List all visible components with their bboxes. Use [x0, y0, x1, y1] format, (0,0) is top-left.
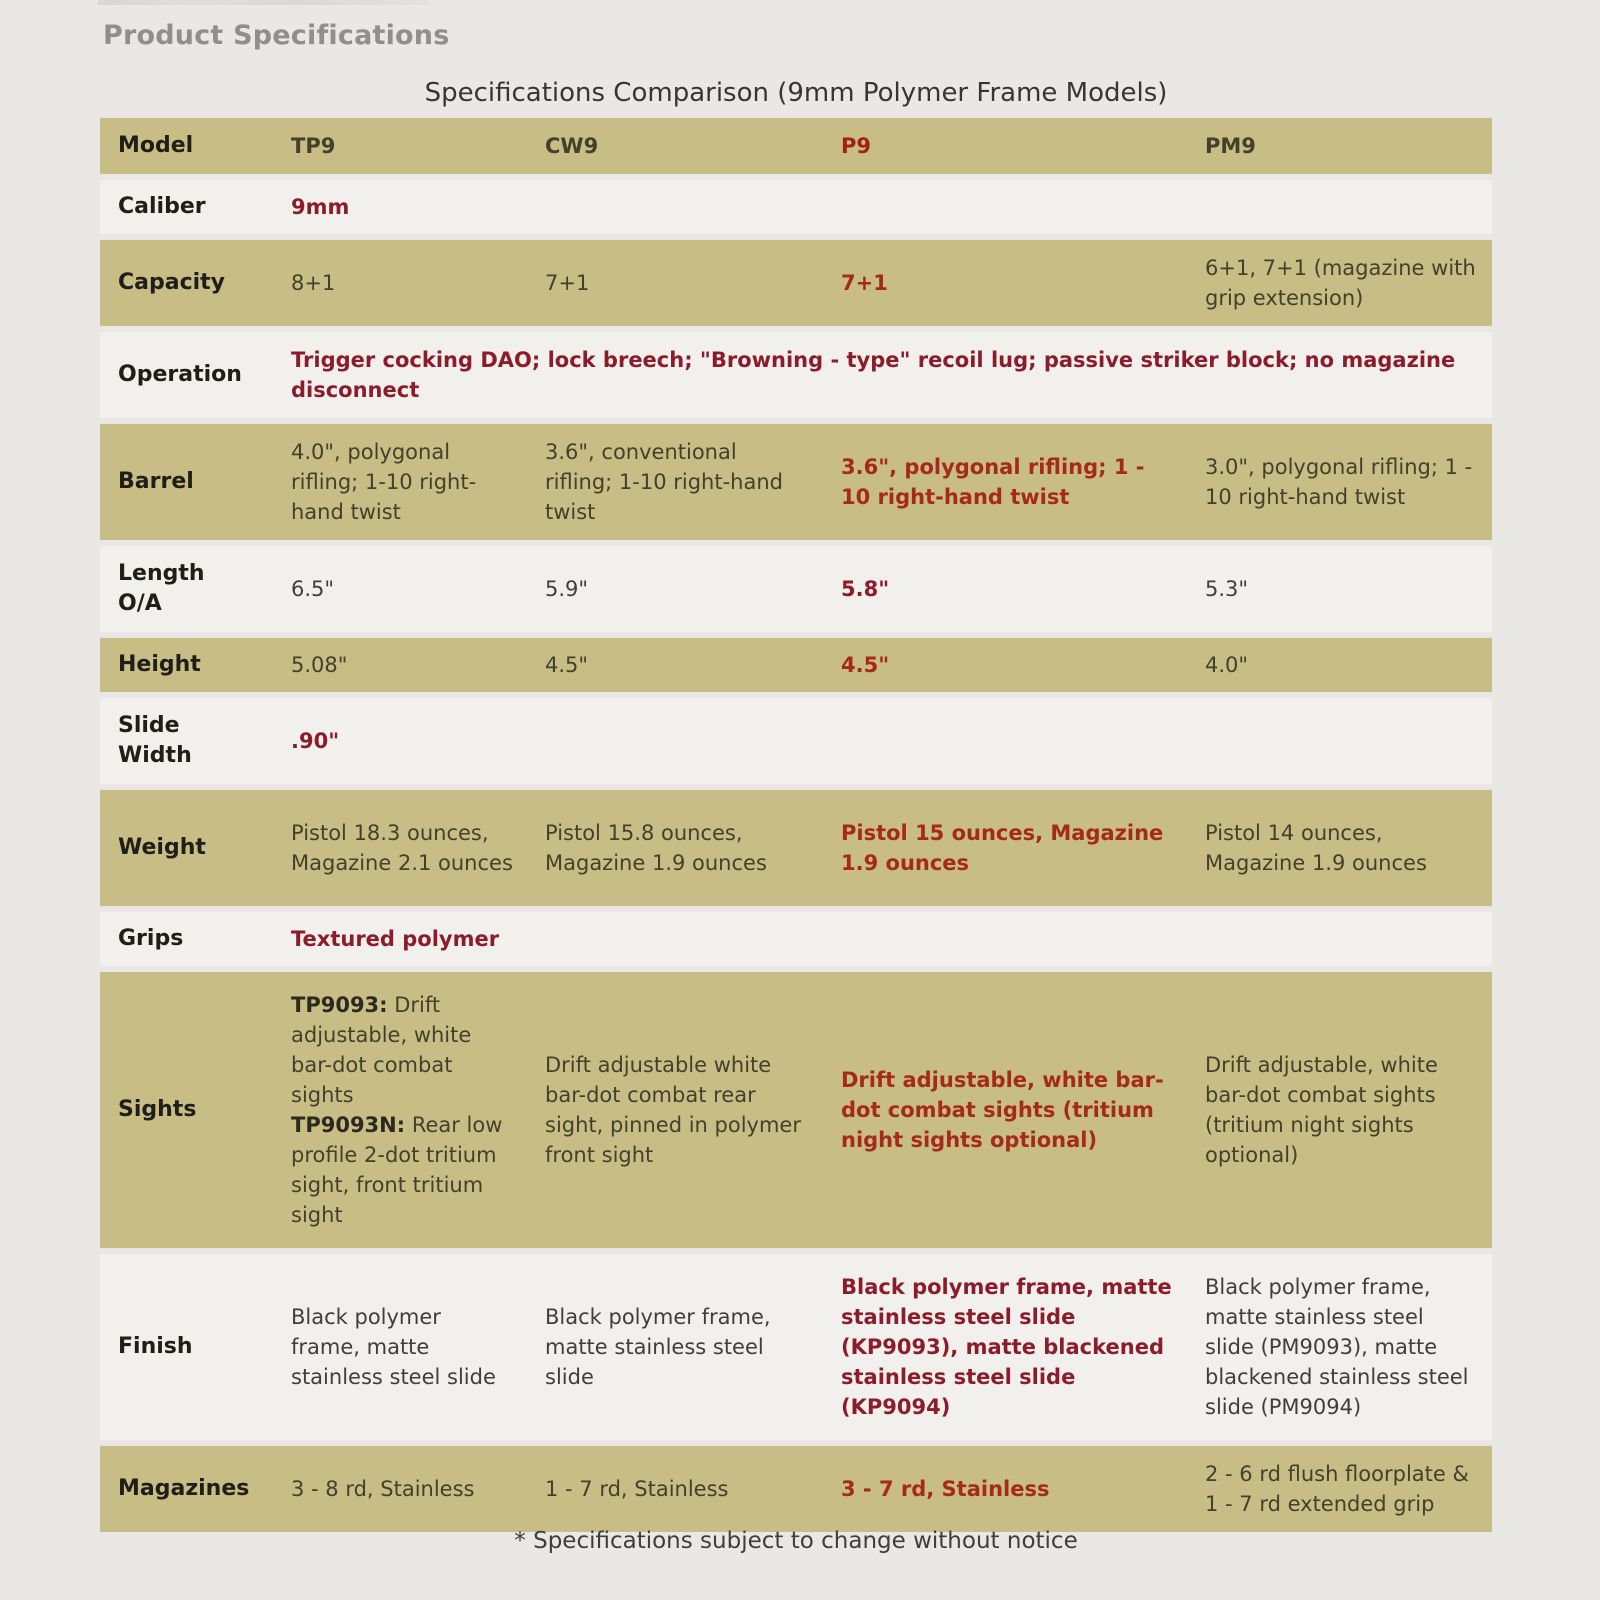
spec-row-finish — [100, 1254, 1492, 1440]
row-label: Capacity — [100, 240, 273, 326]
spec-row-grips — [100, 912, 1492, 966]
spec-text: Rear low profile 2-dot tritium sight, front tritium sight — [291, 1113, 503, 1227]
spec-cell: Pistol 18.3 ounces, Magazine 2.1 ounces — [273, 790, 527, 906]
spec-row-barrel — [100, 424, 1492, 540]
spec-cell: 4.5" — [823, 638, 1187, 692]
spec-cell: 7+1 — [527, 240, 823, 326]
row-label: Magazines — [100, 1446, 273, 1532]
spec-cell: Pistol 14 ounces, Magazine 1.9 ounces — [1187, 790, 1492, 906]
model-number-label: TP9093N: — [291, 1113, 406, 1137]
spec-cell: Black polymer frame, matte stainless steel slide (PM9093), matte blackened stainless steel slide (PM9094) — [1187, 1254, 1492, 1440]
spec-text: Drift adjustable, white bar-dot combat sights — [291, 993, 472, 1107]
row-label: Caliber — [100, 180, 273, 234]
spec-cell: 5.08" — [273, 638, 527, 692]
spec-cell: 6+1, 7+1 (magazine with grip extension) — [1187, 240, 1492, 326]
spec-cell: CW9 — [527, 118, 823, 174]
spec-cell: 5.9" — [527, 546, 823, 632]
table-title: Specifications Comparison (9mm Polymer Frame Models) — [424, 78, 1168, 108]
row-label: Length O/A — [100, 546, 273, 632]
row-label: Barrel — [100, 424, 273, 540]
spec-cell: P9 — [823, 118, 1187, 174]
spec-cell: Black polymer frame, matte stainless steel slide — [527, 1254, 823, 1440]
spec-row-capacity — [100, 240, 1492, 326]
row-label: Model — [100, 118, 273, 174]
spec-row-slide-width — [100, 698, 1492, 784]
spec-cell: 5.3" — [1187, 546, 1492, 632]
spec-cell: Black polymer frame, matte stainless steel slide — [273, 1254, 527, 1440]
spec-cell — [273, 972, 527, 1248]
spec-row-height — [100, 638, 1492, 692]
spec-cell: Textured polymer — [273, 912, 1492, 966]
row-label: Height — [100, 638, 273, 692]
spec-cell: Drift adjustable white bar-dot combat rear sight, pinned in polymer front sight — [527, 972, 823, 1248]
spec-cell: 3.0", polygonal rifling; 1 - 10 right-hand twist — [1187, 424, 1492, 540]
spec-row-weight — [100, 790, 1492, 906]
spec-table-body — [100, 118, 1492, 1532]
spec-cell: 8+1 — [273, 240, 527, 326]
model-number-label: TP9093: — [291, 993, 388, 1017]
spec-cell: Drift adjustable, white bar-dot combat sights (tritium night sights optional) — [823, 972, 1187, 1248]
spec-cell: 2 - 6 rd flush floorplate & 1 - 7 rd extended grip — [1187, 1446, 1492, 1532]
spec-cell: 3.6", conventional rifling; 1-10 right-hand twist — [527, 424, 823, 540]
spec-cell: 4.5" — [527, 638, 823, 692]
spec-cell: 4.0" — [1187, 638, 1492, 692]
cropped-edge-artifact — [98, 0, 428, 5]
spec-cell: Trigger cocking DAO; lock breech; "Browning - type" recoil lug; passive striker block; no magazine disconnect — [273, 332, 1492, 418]
spec-cell: Pistol 15 ounces, Magazine 1.9 ounces — [823, 790, 1187, 906]
spec-cell: 7+1 — [823, 240, 1187, 326]
spec-cell: Black polymer frame, matte stainless steel slide (KP9093), matte blackened stainless steel slide (KP9094) — [823, 1254, 1187, 1440]
spec-cell: 3 - 7 rd, Stainless — [823, 1446, 1187, 1532]
spec-row-magazines — [100, 1446, 1492, 1532]
spec-cell: 6.5" — [273, 546, 527, 632]
spec-cell: Pistol 15.8 ounces, Magazine 1.9 ounces — [527, 790, 823, 906]
spec-cell: .90" — [273, 698, 1492, 784]
spec-cell: 9mm — [273, 180, 1492, 234]
spec-cell: 4.0", polygonal rifling; 1-10 right-hand twist — [273, 424, 527, 540]
row-label: Weight — [100, 790, 273, 906]
section-heading: Product Specifications — [103, 20, 450, 51]
spec-row-caliber — [100, 180, 1492, 234]
spec-row-sights — [100, 972, 1492, 1248]
row-label: Finish — [100, 1254, 273, 1440]
spec-cell: TP9 — [273, 118, 527, 174]
spec-cell: 5.8" — [823, 546, 1187, 632]
spec-cell: 3 - 8 rd, Stainless — [273, 1446, 527, 1532]
spec-cell: 1 - 7 rd, Stainless — [527, 1446, 823, 1532]
spec-row-model — [100, 118, 1492, 174]
spec-cell: PM9 — [1187, 118, 1492, 174]
spec-cell: Drift adjustable, white bar-dot combat sights (tritium night sights optional) — [1187, 972, 1492, 1248]
spec-row-length-o-a — [100, 546, 1492, 632]
spec-cell: 3.6", polygonal rifling; 1 - 10 right-hand twist — [823, 424, 1187, 540]
footnote: * Specifications subject to change without notice — [514, 1528, 1078, 1554]
row-label: Grips — [100, 912, 273, 966]
row-label: Slide Width — [100, 698, 273, 784]
row-label: Sights — [100, 972, 273, 1248]
row-label: Operation — [100, 332, 273, 418]
spec-table — [100, 112, 1492, 1538]
spec-row-operation — [100, 332, 1492, 418]
